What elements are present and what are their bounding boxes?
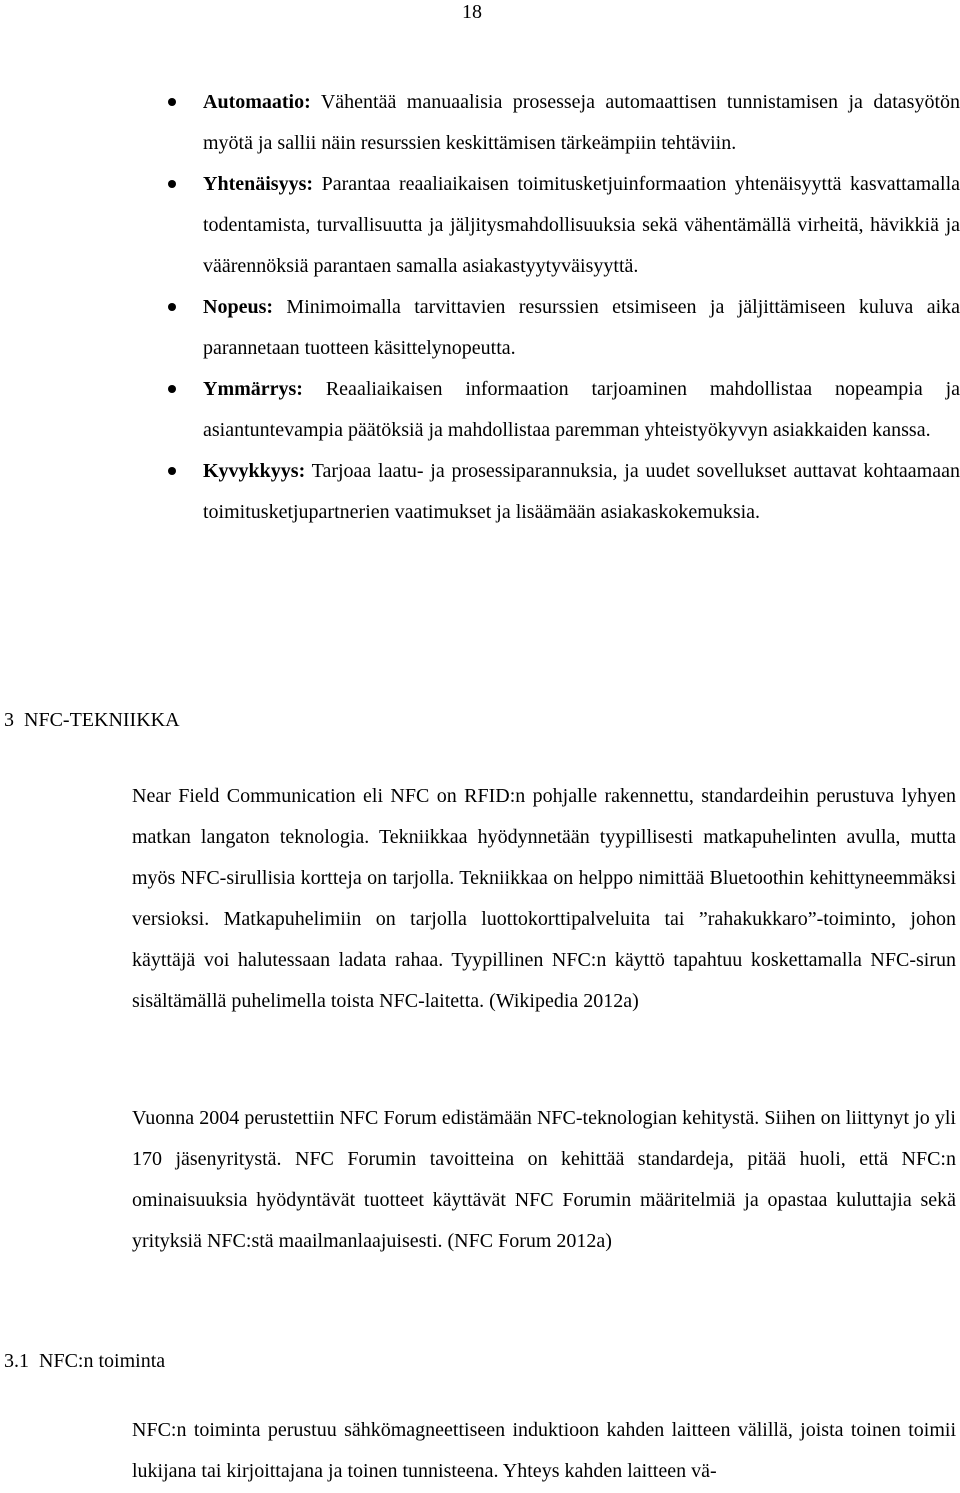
- bullet-term: Ymmärrys:: [203, 378, 303, 400]
- subsection-heading-nfc-toiminta: 3.1 NFC:n toiminta: [4, 1350, 166, 1372]
- bullet-text: Tarjoaa laatu- ja prosessiparannuksia, ja uudet sovellukset auttavat kohtaamaan toimitusketjupartnerien vaatimukset ja lisäämään asiakaskokemuksia.: [203, 460, 960, 523]
- bullet-term: Automaatio:: [203, 91, 311, 113]
- bullet-text: Vähentää manuaalisia prosesseja automaattisen tunnistamisen ja datasyötön myötä ja sallii näin resurssien keskittämisen tärkeämpiin tehtäviin.: [203, 91, 960, 154]
- bullet-nopeus: [168, 287, 960, 369]
- bullet-text: Reaaliaikaisen informaation tarjoaminen mahdollistaa nopeampia ja asiantuntevampia päätöksiä ja mahdollistaa paremman yhteistyökyvyn asiakkaiden kanssa.: [203, 378, 960, 441]
- bullet-term: Kyvykkyys:: [203, 460, 306, 482]
- page-number: 18: [462, 1, 482, 23]
- bullet-term: Yhtenäisyys:: [203, 173, 314, 195]
- body-paragraph-nfc-forum: Vuonna 2004 perustettiin NFC Forum edistämään NFC-teknologian kehitystä. Siihen on liittynyt jo yli 170 jäsenyritystä. NFC Forumin tavoitteina on kehittää standardeja, pitää huoli, että NFC:n ominaisuuksia hyödyntävät tuotteet käyttävät NFC Forumin määritelmiä ja opastaa kuluttajia sekä yrityksiä NFC:stä maailmanlaajuisesti. (NFC Forum 2012a): [132, 1107, 956, 1252]
- body-paragraph-nfc-toiminta: NFC:n toiminta perustuu sähkömagneettiseen induktioon kahden laitteen välillä, joista toinen toimii lukijana tai kirjoittajana ja toinen tunnisteena. Yhteys kahden laitteen vä-: [132, 1419, 956, 1482]
- bullet-term: Nopeus:: [203, 296, 274, 318]
- bullet-text: Parantaa reaaliaikaisen toimitusketjuinformaation yhtenäisyyttä kasvattamalla todentamista, turvallisuutta ja jäljitysmahdollisuuksia sekä vähentämällä virheitä, hävikkiä ja väärennöksiä parantaen samalla asiakastyytyväisyyttä.: [203, 173, 960, 277]
- section-heading-nfc-tekniikka: 3 NFC-TEKNIIKKA: [4, 709, 180, 731]
- body-paragraph-nfc-intro: Near Field Communication eli NFC on RFID:n pohjalle rakennettu, standardeihin perustuva lyhyen matkan langaton teknologia. Tekniikkaa hyödynnetään tyypillisesti matkapuhelinten avulla, mutta myös NFC-sirullisia kortteja on tarjolla. Tekniikkaa on helppo nimittää Bluetoothin kehittyneemmäksi versioksi. Matkapuhelimiin on tarjolla luottokorttipalveluita tai ”rahakukkaro”-toiminto, johon käyttäjä voi halutessaan ladata rahaa. Tyypillinen NFC:n käyttö tapahtuu koskettamalla NFC-sirun sisältämällä puhelimella toista NFC-laitetta. (Wikipedia 2012a): [132, 785, 956, 1012]
- bullet-automaatio: [168, 82, 960, 164]
- bullet-ymmarrys: [168, 369, 960, 451]
- bullet-kyvykkyys: [168, 451, 960, 533]
- benefits-bullet-list: [168, 82, 960, 533]
- bullet-yhtenaisyys: [168, 164, 960, 287]
- bullet-text: Minimoimalla tarvittavien resurssien etsimiseen ja jäljittämiseen kuluva aika parannetaan tuotteen käsittelynopeutta.: [203, 296, 960, 359]
